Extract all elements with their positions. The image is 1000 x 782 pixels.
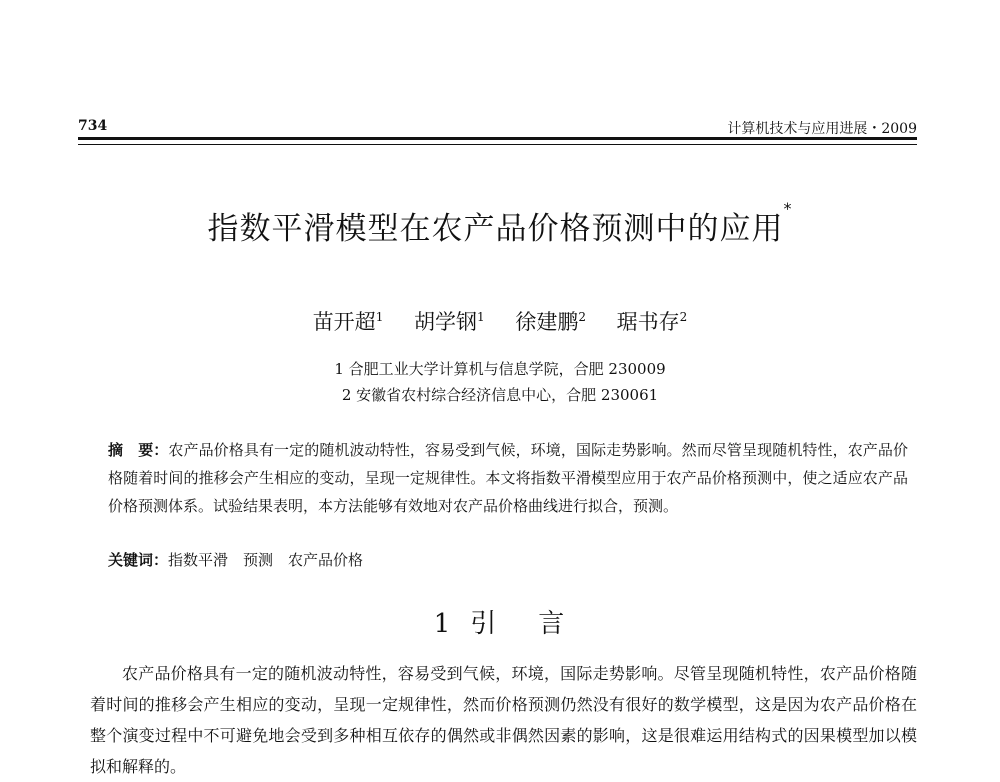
paper-title-text: 指数平滑模型在农产品价格预测中的应用 [207,211,784,247]
author-affiliation-mark: 1 [375,310,384,324]
abstract-label: 摘 要： [108,441,169,459]
author-4 [617,310,688,334]
page-number: 734 [78,118,108,134]
author-affiliation-mark: 1 [477,310,485,324]
affiliation-1: 1 合肥工业大学计算机与信息学院，合肥 230009 [334,360,666,378]
header-rule-thick [78,137,917,140]
author-1 [313,310,384,334]
journal-name: 计算机技术与应用进展・2009 [727,121,917,137]
title-footnote-mark: * [783,199,793,218]
header-rule-thin [78,144,917,145]
keywords-text: 指数平滑 预测 农产品价格 [168,551,364,569]
author-3 [515,310,586,334]
abstract-text: 农产品价格具有一定的随机波动特性，容易受到气候，环境，国际走势影响。然而尽管呈现随机特性，农产品价格随着时间的推移会产生相应的变动，呈现一定规律性。本文将指数平滑模型应用于农产品价格预测中，使之适应农产品价格预测体系。试验结果表明，本方法能够有效地对农产品价格曲线进行拟合，预测。 [108,441,908,515]
keywords-label: 关键词： [108,551,169,569]
section-number: 1 [433,609,453,639]
author-affiliation-mark: 2 [679,310,688,324]
author-2 [414,310,485,334]
author-name: 琚书存 [616,310,680,334]
section-title-part1: 引 [470,609,499,639]
body-paragraph: 农产品价格具有一定的随机波动特性，容易受到气候，环境，国际走势影响。尽管呈现随机特性，农产品价格随着时间的推移会产生相应的变动，呈现一定规律性，然而价格预测仍然没有很好的数学模型，这是因为农产品价格在整个演变过程中不可避免地会受到多种相互依存的偶然或非偶然因素的影响，这是很难运用结构式的因果模型加以模拟和解释的。 [90,664,917,776]
author-name: 徐建鹏 [515,310,579,334]
section-heading [0,603,1000,640]
author-list [0,306,1000,336]
affiliation-2: 2 安徽省农村综合经济信息中心，合肥 230061 [341,386,659,404]
abstract [108,436,908,520]
author-affiliation-mark: 2 [578,310,586,324]
keywords [108,549,908,570]
author-name: 苗开超 [312,310,376,334]
author-name: 胡学钢 [414,310,478,334]
section-title-part2: 言 [538,609,567,639]
paper-title [0,199,1000,248]
